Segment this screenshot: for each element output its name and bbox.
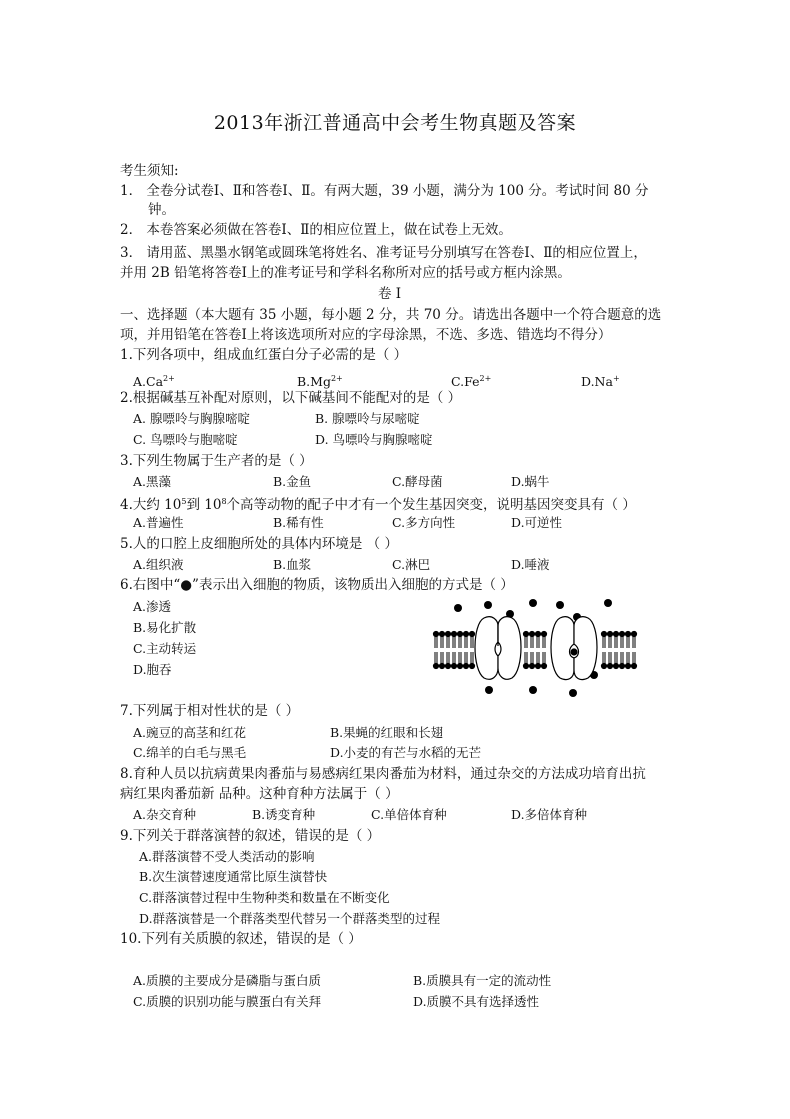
question-2-option-b: B. 腺嘌呤与尿嘧啶 xyxy=(315,411,420,426)
question-8-stem-cont: 病红果肉番茄新 品种。这种育种方法属于（ ） xyxy=(120,786,399,802)
question-9-option-a: A.群落演替不受人类活动的影响 xyxy=(139,849,315,864)
page-title: 2013年浙江普通高中会考生物真题及答案 xyxy=(213,112,577,134)
notice-item-2: 2． 本卷答案必须做在答卷Ⅰ、Ⅱ的相应位置上，做在试卷上无效。 xyxy=(120,222,512,238)
question-3-option-d: D.蜗牛 xyxy=(511,474,550,489)
question-6-option-a: A.渗透 xyxy=(133,599,172,614)
question-7-option-a: A.豌豆的高茎和红花 xyxy=(133,725,247,740)
question-7-stem: 7.下列属于相对性状的是（ ） xyxy=(120,703,300,719)
question-2-option-a: A. 腺嘌呤与胸腺嘧啶 xyxy=(133,411,250,426)
question-8-option-c: C.单倍体育种 xyxy=(371,807,447,822)
question-1-option-a: $A.Ca^{2+}$ xyxy=(133,374,175,389)
question-8-stem: 8.育种人员以抗病黄果肉番茄与易感病红果肉番茄为材料，通过杂交的方法成功培育出抗 xyxy=(120,766,646,782)
question-7-option-b: B.果蝇的红眼和长翅 xyxy=(330,725,444,740)
question-1-option-d: D.Na+ xyxy=(581,374,620,389)
volume-heading: 卷 Ⅰ xyxy=(378,286,402,302)
notice-heading: 考生须知: xyxy=(120,163,179,179)
question-5-option-a: A.组织液 xyxy=(133,557,184,572)
question-3-option-b: B.金鱼 xyxy=(273,474,312,489)
question-6-stem: 6.右图中“●”表示出入细胞的物质，该物质出入细胞的方式是（ ） xyxy=(120,577,514,593)
question-6-option-d: D.胞吞 xyxy=(133,662,172,677)
question-4-option-c: C.多方向性 xyxy=(392,515,456,530)
question-4-option-a: A.普遍性 xyxy=(133,515,184,530)
question-1-option-b: $B.Mg^{2+}$ xyxy=(297,374,343,389)
question-4-option-b: B.稀有性 xyxy=(273,515,324,530)
notice-item-3-cont: 并用 2B 铅笔将答卷Ⅰ上的准考证号和学科名称所对应的括号或方框内涂黑。 xyxy=(120,265,571,281)
question-7-option-c: C.绵羊的白毛与黑毛 xyxy=(133,745,247,760)
question-4-stem: 4.大约 $10^5$到 $10^8$个高等动物的配子中才有一个发生基因突变，说明基因突变具有（ ） xyxy=(120,497,636,513)
membrane-transport-diagram xyxy=(432,598,638,706)
question-1-stem: 1.下列各项中，组成血红蛋白分子必需的是（ ） xyxy=(120,347,408,363)
notice-item-1-cont: 钟。 xyxy=(148,202,175,218)
question-8-option-a: A.杂交育种 xyxy=(133,807,197,822)
question-5-option-d: D.唾液 xyxy=(511,557,550,572)
question-9-stem: 9.下列关于群落演替的叙述，错误的是（ ） xyxy=(120,828,381,844)
question-8-option-b: B.诱变育种 xyxy=(252,807,316,822)
question-10-option-c: C.质膜的识别功能与膜蛋白有关拜 xyxy=(133,994,322,1009)
question-4-option-d: D.可逆性 xyxy=(511,515,563,530)
question-10-option-d: D.质膜不具有选择透性 xyxy=(413,994,540,1009)
question-5-option-b: B.血浆 xyxy=(273,557,312,572)
question-10-option-b: B.质膜具有一定的流动性 xyxy=(413,973,552,988)
carrier-protein-left xyxy=(475,617,521,680)
question-5-stem: 5.人的口腔上皮细胞所处的具体内环境是 （ ） xyxy=(120,536,398,552)
question-9-option-c: C.群落演替过程中生物种类和数量在不断变化 xyxy=(139,890,390,905)
question-6-option-b: B.易化扩散 xyxy=(133,620,197,635)
question-8-option-d: D.多倍体育种 xyxy=(511,807,588,822)
question-3-option-c: C.酵母菌 xyxy=(392,474,443,489)
question-6-option-c: C.主动转运 xyxy=(133,641,197,656)
section-instructions-cont: 项，并用铅笔在答卷Ⅰ上将该选项所对应的字母涂黑，不选、多选、错选均不得分） xyxy=(120,327,612,343)
question-5-option-c: C.淋巴 xyxy=(392,557,431,572)
question-9-option-b: B.次生演替速度通常比原生演替快 xyxy=(139,869,328,884)
question-1-option-c: $C.Fe^{2+}$ xyxy=(451,374,492,389)
question-7-option-d: D.小麦的有芒与水稻的无芒 xyxy=(330,745,482,760)
question-2-option-d: D. 鸟嘌呤与胸腺嘧啶 xyxy=(315,432,433,447)
notice-item-1: 1． 全卷分试卷Ⅰ、Ⅱ和答卷Ⅰ、Ⅱ。有两大题，39 小题，满分为 100 分。考试时间 80 分 xyxy=(120,183,649,199)
question-3-option-a: A.黑藻 xyxy=(133,474,172,489)
carrier-protein-right xyxy=(551,617,597,680)
phospholipid-bilayer xyxy=(433,631,636,668)
question-10-stem: 10.下列有关质膜的叙述，错误的是（ ） xyxy=(120,931,362,947)
question-2-stem: 2.根据碱基互补配对原则，以下碱基间不能配对的是（ ） xyxy=(120,390,462,406)
question-9-option-d: D.群落演替是一个群落类型代替另一个群落类型的过程 xyxy=(139,911,441,926)
question-2-option-c: C. 鸟嘌呤与胞嘧啶 xyxy=(133,432,238,447)
question-3-stem: 3.下列生物属于生产者的是（ ） xyxy=(120,453,313,469)
question-10-option-a: A.质膜的主要成分是磷脂与蛋白质 xyxy=(133,973,322,988)
notice-item-3: 3． 请用蓝、黑墨水钢笔或圆珠笔将姓名、准考证号分别填写在答卷Ⅰ、Ⅱ的相应位置上， xyxy=(120,245,647,261)
section-instructions: 一、选择题（本大题有 35 小题，每小题 2 分，共 70 分。请选出各题中一个符合题意的选 xyxy=(120,307,662,323)
